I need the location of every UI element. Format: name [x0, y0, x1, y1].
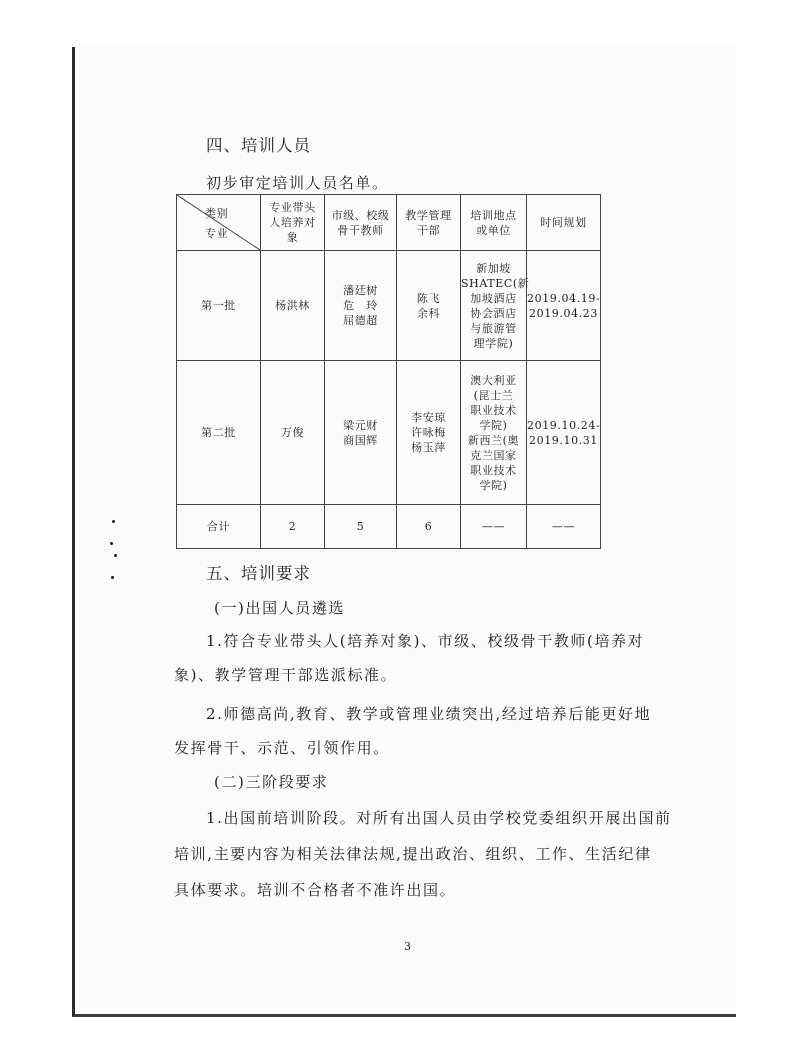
cell-line: 杨洪林 [275, 299, 310, 312]
corner-bottom-label: 专业 [205, 227, 229, 240]
batch-label: 第二批 [177, 361, 261, 505]
cell-line: 加坡酒店 [470, 291, 517, 305]
header-line: 市级、校级 [331, 208, 390, 222]
cell-period [527, 505, 601, 549]
cell-managers [397, 361, 461, 505]
cell-line: 危 玲 [343, 299, 378, 312]
header-line: 培训地点 [470, 208, 517, 222]
cell-location [461, 251, 530, 361]
table-row [177, 251, 601, 361]
paragraph-line: 具体要求。培训不合格者不准许出国。 [174, 881, 457, 899]
cell-line: 学院) [479, 418, 508, 432]
table-row [177, 361, 601, 505]
cell-line: 许咏梅 [411, 426, 446, 439]
cell-line: 新加坡 [476, 261, 511, 275]
subsection-1-title: (一)出国人员遴选 [214, 599, 346, 617]
cell-period [527, 251, 601, 361]
header-period [527, 195, 601, 251]
subsection-2-title: (二)三阶段要求 [214, 773, 329, 791]
table-header-row [177, 195, 601, 251]
cell-teachers [325, 251, 397, 361]
paragraph-line: 1.符合专业带头人(培养对象)、市级、校级骨干教师(培养对 [206, 632, 645, 650]
cell-line: 克兰国家 [470, 448, 517, 462]
cell-line: 潘廷树 [343, 284, 378, 297]
cell-line: 2 [288, 520, 297, 533]
header-line: 或单位 [476, 223, 511, 237]
total-label: 合计 [177, 505, 261, 549]
trainee-table [176, 194, 601, 549]
cell-leader [261, 505, 325, 549]
header-location [461, 195, 527, 251]
cell-managers [397, 251, 461, 361]
cell-line: 2019.10.24- [527, 418, 601, 432]
cell-leader [261, 361, 325, 505]
cell-line: 学院) [479, 478, 508, 492]
cell-line: 万俊 [280, 426, 305, 439]
cell-line: (昆士兰 [473, 388, 514, 402]
header-line: 人培养对 [269, 216, 316, 229]
header-line: 骨干教师 [337, 223, 384, 237]
header-line: 干部 [416, 223, 441, 237]
header-line: 时间规划 [540, 216, 587, 229]
paragraph-line: 培训,主要内容为相关法律法规,提出政治、组织、工作、生活纪律 [174, 845, 652, 863]
cell-line: 新西兰(奥 [467, 433, 520, 447]
corner-top-label: 类别 [205, 207, 229, 220]
section-4-heading: 四、培训人员 [206, 136, 311, 155]
corner-cell [177, 195, 261, 251]
cell-line: 陈飞 [416, 291, 441, 305]
paragraph-line: 发挥骨干、示范、引领作用。 [174, 739, 390, 757]
batch-label: 第一批 [177, 251, 261, 361]
cell-line: 2019.04.23 [529, 306, 598, 320]
cell-line: 2019.10.31 [529, 433, 598, 447]
cell-teachers [325, 361, 397, 505]
paragraph-line: 2.师德高尚,教育、教学或管理业绩突出,经过培养后能更好地 [206, 705, 652, 723]
cell-line: 杨玉萍 [411, 441, 446, 454]
cell-location [461, 505, 527, 549]
section-5-heading: 五、培训要求 [206, 564, 311, 583]
section-4-intro: 初步审定培训人员名单。 [206, 174, 389, 192]
cell-line: 余科 [416, 306, 441, 320]
cell-line: —— [551, 520, 576, 533]
header-teachers [325, 195, 397, 251]
page-number: 3 [404, 940, 411, 953]
cell-period [527, 361, 601, 505]
cell-location [461, 361, 527, 505]
cell-line: 职业技术 [470, 463, 517, 477]
header-line: 象 [286, 231, 299, 244]
cell-line: 与旅游管 [470, 321, 517, 335]
cell-line: 屈德超 [343, 314, 378, 327]
header-managers [397, 195, 461, 251]
cell-line: 商国辉 [343, 433, 378, 447]
cell-line: 李安琼 [411, 411, 446, 424]
paragraph-line: 象)、教学管理干部选派标准。 [174, 666, 398, 684]
cell-line: 职业技术 [470, 403, 517, 417]
cell-line: SHATEC(新 [461, 276, 530, 290]
cell-leader [261, 251, 325, 361]
cell-line: 6 [424, 520, 433, 533]
paragraph-line: 1.出国前培训阶段。对所有出国人员由学校党委组织开展出国前 [206, 809, 672, 827]
header-line: 教学管理 [405, 208, 452, 222]
cell-line: 澳大利亚 [470, 373, 517, 387]
table-total-row [177, 505, 601, 549]
cell-line: 协会酒店 [470, 306, 517, 320]
cell-line: 理学院) [473, 336, 514, 350]
cell-line: 5 [356, 520, 365, 533]
cell-line: 梁元财 [343, 418, 378, 432]
cell-line: —— [481, 520, 506, 533]
header-leader [261, 195, 325, 251]
header-line: 专业带头 [269, 201, 316, 214]
scan-edge-marks [110, 520, 120, 580]
cell-managers [397, 505, 461, 549]
cell-teachers [325, 505, 397, 549]
cell-line: 2019.04.19- [527, 291, 601, 305]
